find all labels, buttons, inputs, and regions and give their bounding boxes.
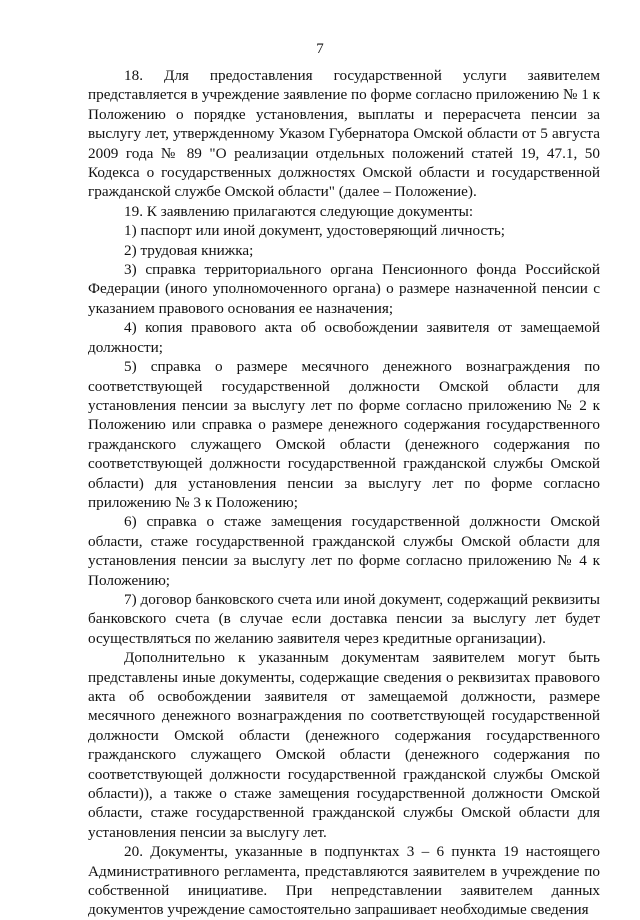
list-item-4: 4) копия правового акта об освобождении заявителя от замещаемой должности; bbox=[88, 319, 600, 356]
list-item-5: 5) справка о размере месячного денежного вознаграждения по соответствующей государственной должности Омской области для установления пенсии за выслугу лет по форме согласно приложению № 2 к Положению или справка о размере денежного содержания государственного гражданского служащего Омской области (денежного содержания по соответствующей должности государственной гражданской службы Омской области) для установления пенсии за выслугу лет по форме согласно приложению № 3 к Положению; bbox=[88, 358, 600, 511]
paragraph-20: 20. Документы, указанные в подпунктах 3 – 6 пункта 19 настоящего Административного регламента, представляются заявителем в учреждение по собственной инициативе. При непредставлении заявителем данных документов учреждение самостоятельно запрашивает необходимые сведения bbox=[88, 843, 600, 919]
list-item-7: 7) договор банковского счета или иной документ, содержащий реквизиты банковского счета (в случае если доставка пенсии за выслугу лет будет осуществляться по желанию заявителя через кредитные организации). bbox=[88, 590, 600, 647]
paragraph-additional: Дополнительно к указанным документам заявителем могут быть представлены иные документы, содержащие сведения о реквизитах правового акта об освобождении заявителя от замещаемой должности, размере месячного денежного вознаграждения по соответствующей государственной должности Омской области (денежного содержания государственного гражданского служащего Омской области (денежного содержания по соответствующей должности государственной гражданской службы Омской области)), а также о стаже замещения государственной должности Омской области, стаже государственной гражданской службы Омской области для установления пенсии за выслугу лет. bbox=[88, 649, 600, 841]
page-number: 7 bbox=[316, 41, 324, 57]
paragraph-19-intro: 19. К заявлению прилагаются следующие документы: bbox=[124, 202, 474, 220]
list-item-6: 6) справка о стаже замещения государственной должности Омской области, стаже государственной гражданской службы Омской области для установления пенсии за выслугу лет по форме согласно приложению № 4 к Положению; bbox=[88, 513, 600, 589]
list-item-1: 1) паспорт или иной документ, удостоверяющий личность; bbox=[124, 222, 506, 240]
list-item-2: 2) трудовая книжка; bbox=[124, 241, 254, 259]
paragraph-18: 18. Для предоставления государственной услуги заявителем представляется в учреждение заявление по форме согласно приложению № 1 к Положению о порядке установления, выплаты и перерасчета пенсии за выслугу лет, утвержденному Указом Губернатора Омской области от 5 августа 2009 года № 89 "О реализации отдельных положений статей 19, 47.1, 50 Кодекса о государственных должностях Омской области и государственной гражданской службе Омской области" (далее – Положение). bbox=[88, 67, 600, 201]
list-item-3: 3) справка территориального органа Пенсионного фонда Российской Федерации (иного уполномоченного органа) о размере назначенной пенсии с указанием правового основания ее назначения; bbox=[88, 261, 600, 317]
document-body bbox=[88, 66, 600, 920]
